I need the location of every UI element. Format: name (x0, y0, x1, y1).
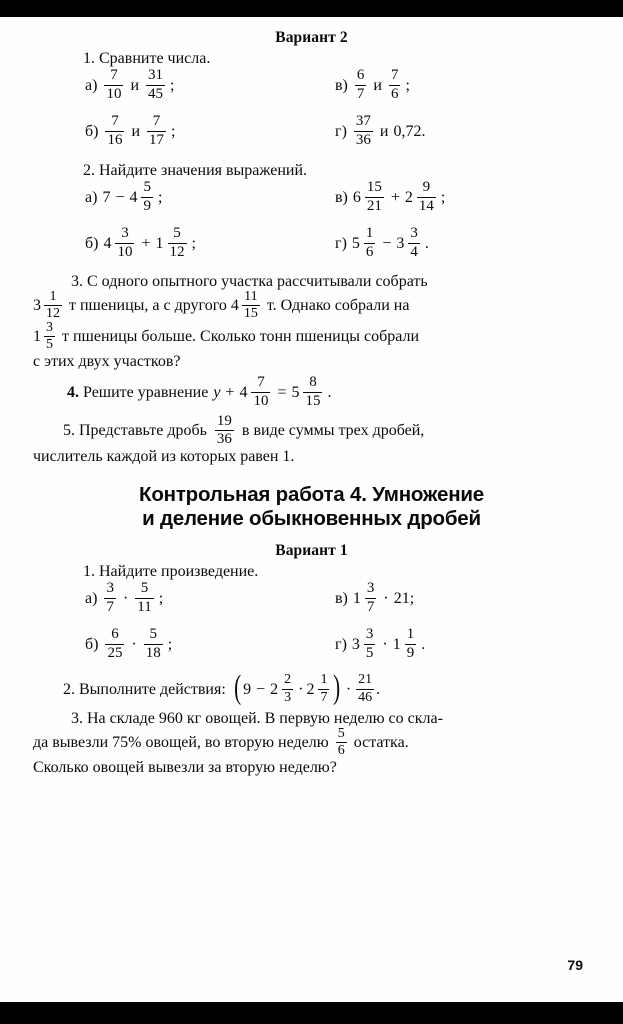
b-task-3-line-2 (33, 728, 590, 759)
task-3-text-e: т пшеницы больше. Сколько тонн пшеницы собрали (62, 327, 420, 345)
fraction-denominator: 7 (320, 689, 328, 705)
fraction-numerator: 2 (284, 672, 292, 688)
task-3-line-4: с этих двух участков? (33, 352, 181, 370)
item-label: а) (85, 589, 98, 607)
fraction-denominator: 6 (337, 743, 345, 759)
fraction-denominator: 14 (418, 197, 434, 214)
fraction-numerator: 3 (121, 225, 129, 242)
fraction-denominator: 16 (107, 131, 123, 148)
fraction (405, 627, 417, 661)
conjunction: и (373, 76, 382, 94)
item-label: г) (335, 122, 347, 140)
page-content (33, 29, 590, 777)
task-1-heading: 1. Сравните числа. (83, 50, 211, 67)
operator: · (383, 589, 389, 607)
whole-number: 9 (243, 680, 252, 698)
fraction (303, 375, 322, 409)
whole-number: 21 (393, 589, 410, 607)
fraction (336, 727, 347, 758)
variant-1-title: Вариант 1 (275, 542, 348, 559)
whole-number: 5 (351, 234, 360, 252)
whole-number: 2 (270, 680, 279, 698)
conjunction: и (131, 122, 141, 140)
fraction-denominator: 18 (145, 644, 161, 661)
fraction (365, 180, 384, 214)
b-task-1-item-b (85, 628, 172, 662)
fraction-denominator: 11 (137, 598, 152, 615)
task-2-item-b (85, 227, 196, 261)
fraction-numerator: 5 (337, 726, 345, 742)
fraction (389, 68, 401, 102)
page-number: 79 (567, 957, 583, 973)
operator: − (256, 680, 266, 698)
fraction-denominator: 6 (365, 243, 374, 260)
fraction-numerator: 6 (111, 626, 119, 643)
fraction-numerator: 3 (410, 225, 418, 242)
fraction (44, 290, 62, 321)
item-label: г) (335, 635, 347, 653)
task-4 (33, 376, 590, 410)
fraction-denominator: 15 (305, 392, 321, 409)
fraction-denominator: 10 (106, 85, 122, 102)
fraction-denominator: 21 (366, 197, 382, 214)
fraction-numerator: 3 (106, 580, 114, 597)
whole-number: 1 (352, 589, 361, 607)
item-tail: . (421, 635, 426, 653)
fraction (365, 581, 377, 615)
fraction-numerator: 5 (140, 580, 149, 597)
whole-number: 4 (239, 383, 248, 401)
section-title-line-1: Контрольная работа 4. Умножение (139, 482, 484, 506)
fraction-denominator: 45 (148, 85, 163, 102)
item-label: в) (335, 188, 348, 206)
variable-y: y (213, 383, 221, 401)
fraction (318, 673, 329, 705)
fraction-denominator: 15 (243, 305, 258, 321)
fraction-numerator: 1 (49, 288, 57, 304)
fraction-denominator: 5 (46, 336, 53, 352)
fraction (105, 627, 124, 661)
fraction (144, 627, 163, 661)
fraction (354, 114, 373, 148)
whole-number: 3 (33, 296, 41, 314)
fraction-numerator: 7 (111, 113, 119, 130)
fraction (282, 673, 293, 705)
fraction (355, 68, 367, 102)
whole-number: 7 (102, 188, 111, 206)
fraction-denominator: 46 (358, 689, 373, 705)
task-2-item-g (335, 227, 429, 261)
fraction-denominator: 10 (253, 392, 269, 409)
fraction-denominator: 3 (284, 689, 292, 705)
fraction (146, 68, 165, 102)
task-3-line-1: 3. С одного опытного участка рассчитывали собрать (71, 272, 428, 290)
fraction-numerator: 5 (149, 626, 158, 643)
task-1-item-a (85, 69, 174, 103)
fraction (115, 226, 134, 260)
fraction (105, 114, 124, 148)
fraction-denominator: 36 (355, 131, 371, 148)
fraction-numerator: 1 (320, 672, 328, 688)
section-title-line-2: и деление обыкновенных дробей (142, 507, 481, 531)
fraction (251, 375, 270, 409)
item-tail: ; (158, 589, 164, 607)
task-1-row-2 (33, 115, 590, 161)
item-tail: ; (440, 188, 446, 206)
task-2-heading: 2. Найдите значения выражений. (83, 161, 308, 179)
whole-number: 2 (306, 680, 315, 698)
fraction-numerator: 3 (365, 626, 374, 643)
fraction-numerator: 7 (257, 374, 265, 391)
fraction-numerator: 15 (366, 179, 382, 196)
item-tail: ; (170, 76, 175, 94)
operator: · (382, 635, 388, 653)
fraction (408, 226, 420, 260)
b-task-1-row-1 (33, 582, 590, 628)
item-label: в) (335, 589, 348, 607)
b-task-1-row-2 (33, 628, 590, 674)
whole-number: 5 (291, 383, 300, 401)
b-task-3-text-b: остатка. (353, 734, 409, 752)
variant-2-title: Вариант 2 (275, 29, 348, 46)
fraction-denominator: 12 (46, 305, 60, 321)
fraction (364, 226, 376, 260)
item-label: г) (335, 234, 347, 252)
fraction-numerator: 21 (358, 672, 373, 688)
fraction-numerator: 31 (148, 67, 163, 84)
fraction-numerator: 11 (244, 288, 258, 304)
whole-number: 1 (155, 234, 164, 252)
fraction-numerator: 19 (216, 412, 232, 429)
whole-number: 2 (404, 188, 413, 206)
task-5-line-1 (33, 414, 590, 448)
bottom-black-border (0, 1002, 623, 1024)
b-task-1-item-a (85, 582, 163, 616)
fraction-denominator: 7 (356, 85, 365, 102)
fraction (242, 290, 260, 321)
top-black-border (0, 0, 623, 17)
fraction-numerator: 5 (173, 225, 181, 242)
task-3-line-2 (33, 288, 590, 322)
b-task-3-text-a: да вывезли 75% овощей, во вторую неделю (33, 734, 329, 752)
fraction-denominator: 9 (143, 197, 151, 214)
task-3-line-3 (33, 319, 590, 353)
parenthesis-group (232, 669, 343, 707)
whole-number: 6 (352, 188, 361, 206)
task-1-item-v (335, 69, 410, 103)
operator: + (225, 383, 235, 401)
b-task-1-item-v (335, 582, 414, 616)
close-paren: ) (333, 669, 341, 707)
item-label: б) (85, 234, 99, 252)
fraction (356, 673, 374, 705)
operator: − (382, 234, 392, 252)
task-5-line-2: числитель каждой из которых равен 1. (33, 447, 295, 465)
fraction-numerator: 8 (309, 374, 317, 391)
whole-number: 1 (392, 635, 401, 653)
fraction-denominator: 10 (117, 243, 133, 260)
item-tail: ; (191, 234, 196, 252)
item-tail: . (327, 383, 332, 401)
fraction-denominator: 12 (169, 243, 185, 260)
b-task-2-prefix: 2. Выполните действия: (63, 680, 226, 698)
fraction (135, 581, 153, 615)
open-paren: ( (233, 669, 241, 707)
b-task-3-line-1: 3. На складе 960 кг овощей. В первую неделю со скла- (71, 710, 443, 728)
item-tail: ; (405, 76, 410, 94)
fraction-denominator: 5 (365, 644, 374, 661)
fraction-numerator: 37 (355, 113, 371, 130)
equals-sign: = (277, 383, 287, 401)
fraction-denominator: 7 (366, 598, 375, 615)
operator: · (298, 680, 304, 698)
whole-number: 4 (103, 234, 112, 252)
item-label: в) (335, 76, 348, 94)
conjunction: и (379, 122, 389, 140)
b-task-2 (33, 669, 590, 707)
item-label: а) (85, 188, 98, 206)
fraction-denominator: 36 (216, 431, 232, 448)
fraction (104, 581, 116, 615)
operator: · (345, 680, 352, 698)
task-1-row-1 (33, 69, 590, 115)
item-tail: . (376, 680, 381, 698)
operator: + (141, 234, 151, 252)
fraction-numerator: 7 (390, 67, 399, 84)
fraction-denominator: 6 (390, 85, 399, 102)
whole-number: 1 (33, 327, 41, 345)
operator: · (122, 589, 129, 607)
textbook-page (0, 17, 623, 1002)
item-tail: ; (171, 122, 176, 140)
item-tail: ; (167, 635, 173, 653)
task-2-item-a (85, 181, 162, 215)
b-task-1-heading: 1. Найдите произведение. (83, 563, 259, 580)
fraction (44, 321, 55, 352)
task-2-item-v (335, 181, 445, 215)
task-3-text-d: т. Однако собрали на (266, 296, 410, 314)
fraction-denominator: 17 (149, 131, 165, 148)
fraction-numerator: 1 (365, 225, 374, 242)
fraction-numerator: 9 (422, 179, 431, 196)
fraction-denominator: 4 (410, 243, 418, 260)
item-tail: ; (157, 188, 163, 206)
b-task-1-item-g (335, 628, 425, 662)
whole-number: 4 (230, 296, 239, 314)
fraction (147, 114, 166, 148)
decimal-value: 0,72 (393, 122, 422, 140)
fraction-denominator: 25 (107, 644, 123, 661)
fraction (104, 68, 123, 102)
fraction (168, 226, 187, 260)
task-4-prefix: Решите уравнение (83, 383, 209, 401)
fraction-numerator: 5 (143, 179, 151, 196)
fraction (364, 627, 376, 661)
fraction-numerator: 7 (110, 67, 118, 84)
task-3-text-b: т пшеницы, а с другого (69, 296, 227, 314)
item-tail: . (424, 234, 429, 252)
fraction (215, 414, 234, 448)
fraction (141, 180, 153, 214)
fraction-denominator: 9 (406, 644, 415, 661)
fraction-numerator: 7 (152, 113, 161, 130)
whole-number: 4 (129, 188, 138, 206)
task-2-row-2 (33, 227, 590, 273)
task-5-text-a: 5. Представьте дробь (63, 422, 207, 440)
operator: + (390, 188, 400, 206)
b-task-3-line-3: Сколько овощей вывезли за вторую неделю? (33, 759, 337, 777)
whole-number: 3 (351, 635, 360, 653)
fraction-numerator: 3 (366, 580, 375, 597)
task-5-text-b: в виде суммы трех дробей, (241, 422, 425, 440)
fraction-numerator: 3 (46, 319, 53, 335)
item-label: а) (85, 76, 98, 94)
item-label: б) (85, 635, 99, 653)
conjunction: и (130, 76, 139, 94)
fraction-numerator: 1 (406, 626, 415, 643)
fraction-denominator: 7 (106, 598, 114, 615)
operator: · (131, 635, 137, 653)
fraction-numerator: 6 (356, 67, 365, 84)
task-4-number: 4. (67, 383, 79, 401)
fraction (417, 180, 436, 214)
item-tail: . (421, 122, 426, 140)
operator: − (115, 188, 125, 206)
whole-number: 3 (396, 234, 405, 252)
task-2-row-1 (33, 181, 590, 227)
task-1-item-b (85, 115, 175, 149)
task-1-item-g (335, 115, 425, 149)
item-tail: ; (409, 589, 415, 607)
item-label: б) (85, 122, 99, 140)
